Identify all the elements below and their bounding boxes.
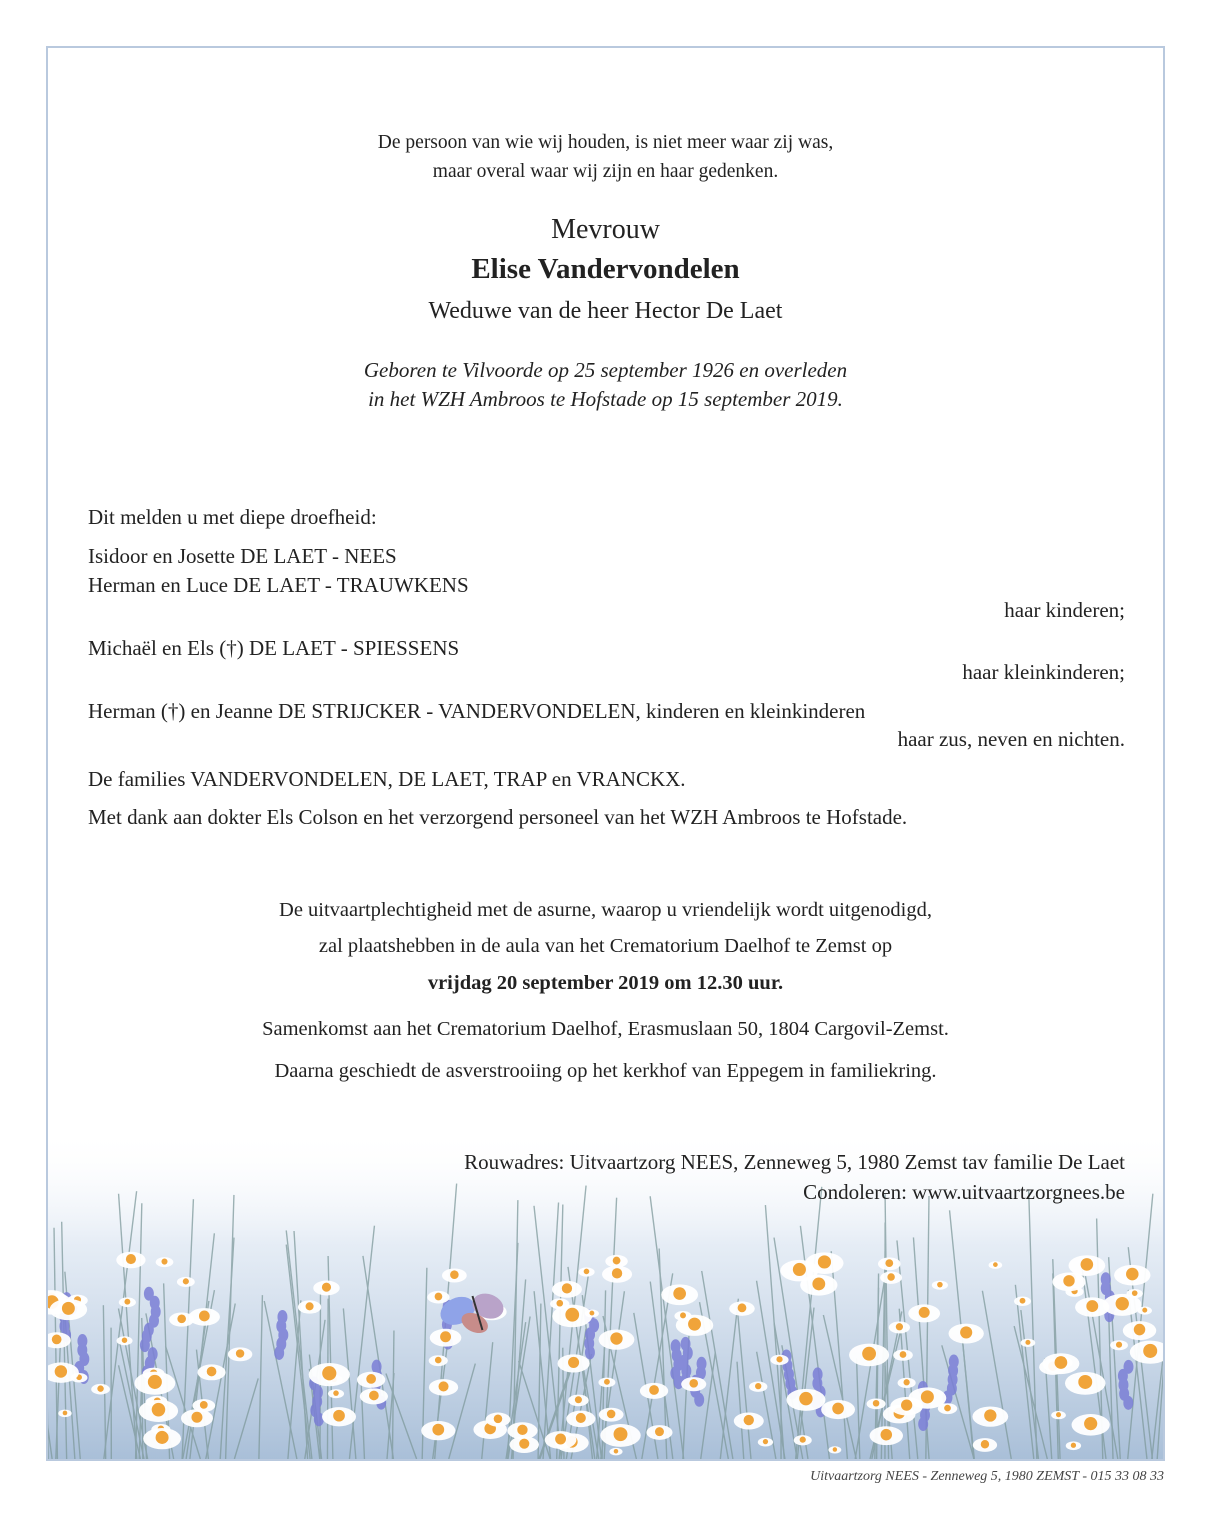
daisy-flower — [661, 1284, 698, 1305]
meadow-flowers-image — [48, 1129, 1163, 1459]
daisy-flower — [972, 1407, 1008, 1427]
quote-line-1: De persoon van wie wij houden, is niet meer waar zij was, — [377, 132, 834, 153]
daisy-flower — [421, 1421, 455, 1440]
family-line: Herman (†) en Jeanne DE STRIJCKER - VANDERVONDELEN, kinderen en kleinkinderen — [88, 699, 866, 723]
daisy-flower — [558, 1354, 590, 1372]
daisy-flower — [794, 1435, 812, 1445]
announcement-intro: Dit melden u met diepe droefheid: — [88, 505, 377, 529]
daisy-flower — [602, 1266, 632, 1283]
daisy-flower — [749, 1382, 767, 1392]
family-line: Michaël en Els (†) DE LAET - SPIESSENS — [88, 636, 460, 660]
daisy-flower — [599, 1408, 624, 1422]
daisy-flower — [734, 1413, 764, 1430]
ceremony-datetime: vrijdag 20 september 2019 om 12.30 uur. — [427, 972, 784, 994]
daisy-flower — [143, 1428, 181, 1449]
daisy-flower — [91, 1384, 110, 1395]
daisy-flower — [1052, 1273, 1085, 1292]
deceased-name: Elise Vandervondelen — [471, 253, 740, 285]
daisy-flower — [192, 1399, 215, 1412]
daisy-flower — [1051, 1411, 1066, 1419]
daisy-flower — [134, 1372, 175, 1395]
daisy-flower — [880, 1272, 902, 1284]
daisy-flower — [1114, 1265, 1150, 1286]
daisy-flower — [681, 1377, 706, 1391]
daisy-flower — [878, 1257, 901, 1270]
daisy-flower — [429, 1355, 448, 1366]
daisy-flower — [938, 1403, 957, 1414]
daisy-flower — [989, 1261, 1003, 1269]
obituary-card — [46, 46, 1165, 1461]
daisy-flower — [430, 1329, 462, 1347]
relation-label: haar kinderen; — [1004, 598, 1125, 622]
footer-funeral-home: Uitvaartzorg NEES - Zenneweg 5, 1980 ZEMST - 015 33 08 33 — [810, 1469, 1164, 1484]
daisy-flower — [1066, 1441, 1081, 1450]
daisy-flower — [640, 1383, 668, 1399]
daisy-flower — [1021, 1339, 1036, 1347]
daisy-flower — [156, 1257, 174, 1267]
daisy-flower — [427, 1291, 449, 1304]
daisy-flower — [309, 1363, 350, 1386]
daisy-flower — [322, 1407, 356, 1426]
lavender-bud — [585, 1345, 595, 1359]
daisy-flower — [949, 1324, 984, 1344]
daisy-flower — [1123, 1321, 1156, 1340]
daisy-flower — [545, 1431, 577, 1449]
daisy-flower — [442, 1268, 467, 1282]
daisy-flower — [805, 1252, 843, 1274]
daisy-flower — [58, 1410, 71, 1418]
daisy-flower — [908, 1304, 940, 1322]
daisy-flower — [889, 1321, 910, 1333]
dates-line-1: Geboren te Vilvoorde op 25 september 1926 en overleden — [363, 358, 848, 382]
daisy-flower — [609, 1448, 622, 1455]
daisy-flower — [973, 1438, 997, 1452]
daisy-flower — [770, 1355, 788, 1365]
daisy-flower — [357, 1372, 385, 1388]
daisy-flower — [429, 1379, 458, 1396]
lavender-bud — [274, 1346, 284, 1360]
relation-label: haar zus, neven en nichten. — [897, 727, 1125, 751]
daisy-flower — [758, 1438, 773, 1447]
daisy-flower — [181, 1409, 213, 1427]
daisy-flower — [566, 1411, 595, 1427]
lavender-bud — [140, 1338, 150, 1352]
daisy-flower — [189, 1308, 220, 1326]
daisy-flower — [197, 1364, 225, 1380]
quote-line-2: maar overal waar wij zijn en haar gedenken. — [432, 161, 779, 182]
daisy-flower — [849, 1344, 889, 1367]
daisy-flower — [599, 1330, 635, 1350]
lavender-bud — [144, 1323, 154, 1337]
daisy-flower — [550, 1298, 569, 1309]
mourning-address: Rouwadres: Uitvaartzorg NEES, Zenneweg 5, 1980 Zemst tav familie De Laet — [464, 1150, 1125, 1174]
thanks-line: Met dank aan dokter Els Colson en het verzorgend personeel van het WZH Ambroos te Hofstade. — [88, 805, 908, 829]
daisy-flower — [1069, 1255, 1106, 1276]
families-line: De families VANDERVONDELEN, DE LAET, TRAP en VRANCKX. — [88, 767, 686, 791]
daisy-flower — [139, 1400, 178, 1422]
dates-line-2: in het WZH Ambroos te Hofstade op 15 september 2019. — [368, 387, 843, 411]
daisy-flower — [1014, 1296, 1031, 1306]
daisy-flower — [486, 1413, 511, 1427]
daisy-flower — [578, 1267, 594, 1276]
daisy-flower — [890, 1397, 923, 1415]
daisy-flower — [360, 1388, 388, 1404]
daisy-flower — [870, 1426, 903, 1445]
daisy-flower — [893, 1350, 913, 1361]
gathering-line: Samenkomst aan het Crematorium Daelhof, Erasmuslaan 50, 1804 Cargovil-Zemst. — [262, 1018, 949, 1040]
daisy-flower — [119, 1297, 136, 1307]
daisy-flower — [867, 1398, 886, 1409]
daisy-flower — [932, 1281, 948, 1290]
scattering-line: Daarna geschiedt de asverstrooiing op het kerkhof van Eppegem in familiekring. — [274, 1060, 937, 1082]
daisy-flower — [298, 1300, 321, 1313]
daisy-flower — [646, 1425, 672, 1440]
lavender-bud — [314, 1412, 324, 1426]
daisy-flower — [786, 1389, 825, 1411]
daisy-flower — [1042, 1353, 1079, 1374]
daisy-flower — [674, 1311, 691, 1321]
ceremony-line-2: zal plaatshebben in de aula van het Crematorium Daelhof te Zemst op — [318, 935, 893, 957]
daisy-flower — [568, 1395, 589, 1407]
relation-label: haar kleinkinderen; — [962, 660, 1125, 684]
family-line: Herman en Luce DE LAET - TRAUWKENS — [88, 573, 469, 597]
daisy-flower — [729, 1301, 755, 1315]
daisy-flower — [552, 1281, 582, 1298]
daisy-flower — [600, 1424, 640, 1447]
lavender-bud — [694, 1393, 704, 1407]
daisy-flower — [116, 1252, 145, 1269]
daisy-flower — [313, 1281, 339, 1296]
daisy-flower — [898, 1378, 916, 1388]
ceremony-line-1: De uitvaartplechtigheid met de asurne, waarop u vriendelijk wordt uitgenodigd, — [279, 899, 932, 921]
daisy-flower — [510, 1436, 539, 1453]
deceased-relation: Weduwe van de heer Hector De Laet — [428, 298, 783, 324]
lavender-bud — [918, 1417, 928, 1431]
lavender-bud — [1123, 1396, 1133, 1410]
daisy-flower — [605, 1255, 628, 1268]
condolence-link[interactable]: Condoleren: www.uitvaartzorgnees.be — [803, 1180, 1125, 1204]
daisy-flower — [828, 1446, 841, 1453]
daisy-flower — [1110, 1340, 1128, 1350]
daisy-flower — [1065, 1372, 1106, 1395]
daisy-flower — [1075, 1297, 1109, 1316]
daisy-flower — [1072, 1414, 1110, 1436]
daisy-flower — [821, 1400, 855, 1419]
daisy-flower — [585, 1310, 599, 1318]
daisy-flower — [177, 1277, 195, 1287]
daisy-flower — [50, 1299, 88, 1320]
daisy-flower — [328, 1389, 344, 1398]
daisy-flower — [228, 1347, 253, 1361]
daisy-flower — [116, 1336, 132, 1345]
daisy-flower — [598, 1378, 615, 1388]
deceased-title: Mevrouw — [551, 214, 660, 245]
family-line: Isidoor en Josette DE LAET - NEES — [88, 544, 397, 568]
